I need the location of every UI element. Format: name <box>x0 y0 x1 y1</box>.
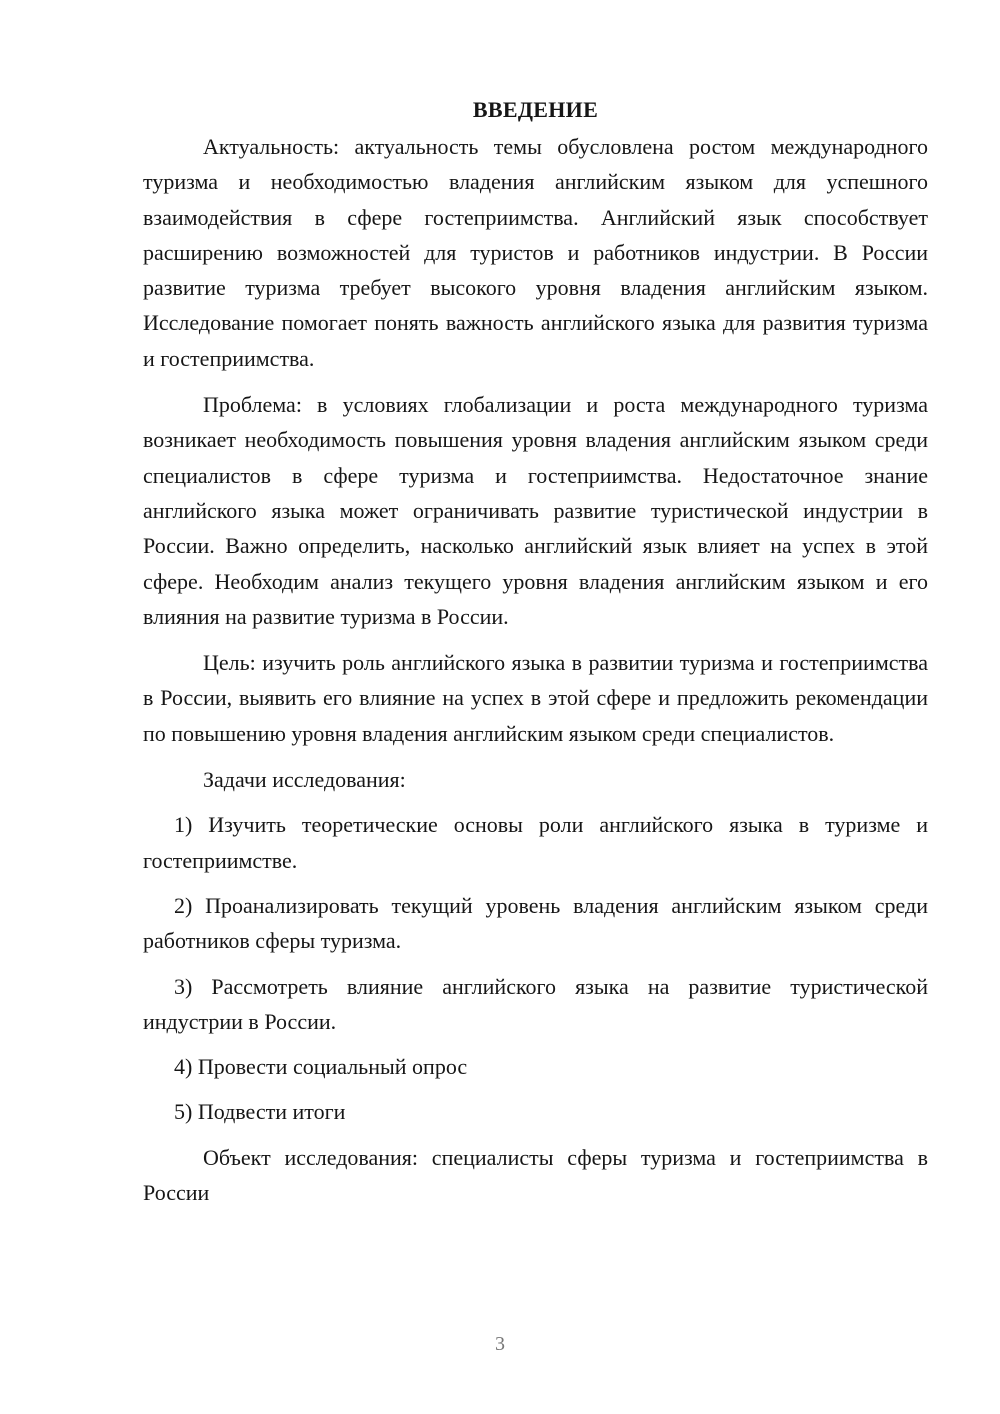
document-page <box>143 92 928 1221</box>
paragraph-problem: Проблема: в условиях глобализации и роста международного туризма возникает необходимость повышения уровня владения английским языком среди специалистов в сфере туризма и гостеприимства. Недостаточное знание английского языка может ограничивать развитие туристической индустрии в России. Важно определить, насколько английский язык влияет на успех в этой сфере. Необходим анализ текущего уровня владения английским языком и его влияния на развитие туризма в России. <box>143 392 928 629</box>
page-number: 3 <box>495 1333 505 1355</box>
tasks-heading: Задачи исследования: <box>203 767 406 793</box>
task-item: 3) Рассмотреть влияние английского языка на развитие туристической индустрии в России. <box>143 973 928 1034</box>
paragraph-object: Объект исследования: специалисты сферы туризма и гостеприимства в России <box>143 1144 928 1206</box>
paragraph-relevance: Актуальность: актуальность темы обусловлена ростом международного туризма и необходимостью владения английским языком для успешного взаимодействия в сфере гостеприимства. Английский язык способствует расширению возможностей для туристов и работников индустрии. В России развитие туризма требует высокого уровня владения английским языком. Исследование помогает понять важность английского языка для развития туризма и гостеприимства. <box>143 134 928 371</box>
task-item: 1) Изучить теоретические основы роли английского языка в туризме и гостеприимстве. <box>143 812 928 873</box>
section-title: ВВЕДЕНИЕ <box>472 97 599 122</box>
task-item: 4) Провести социальный опрос <box>174 1054 468 1080</box>
task-item: 2) Проанализировать текущий уровень владения английским языком среди работников сферы туризма. <box>143 892 928 954</box>
paragraph-goal: Цель: изучить роль английского языка в развитии туризма и гостеприимства в России, выявить его влияние на успех в этой сфере и предложить рекомендации по повышению уровня владения английским языком среди специалистов. <box>143 650 928 746</box>
task-item: 5) Подвести итоги <box>174 1099 346 1125</box>
